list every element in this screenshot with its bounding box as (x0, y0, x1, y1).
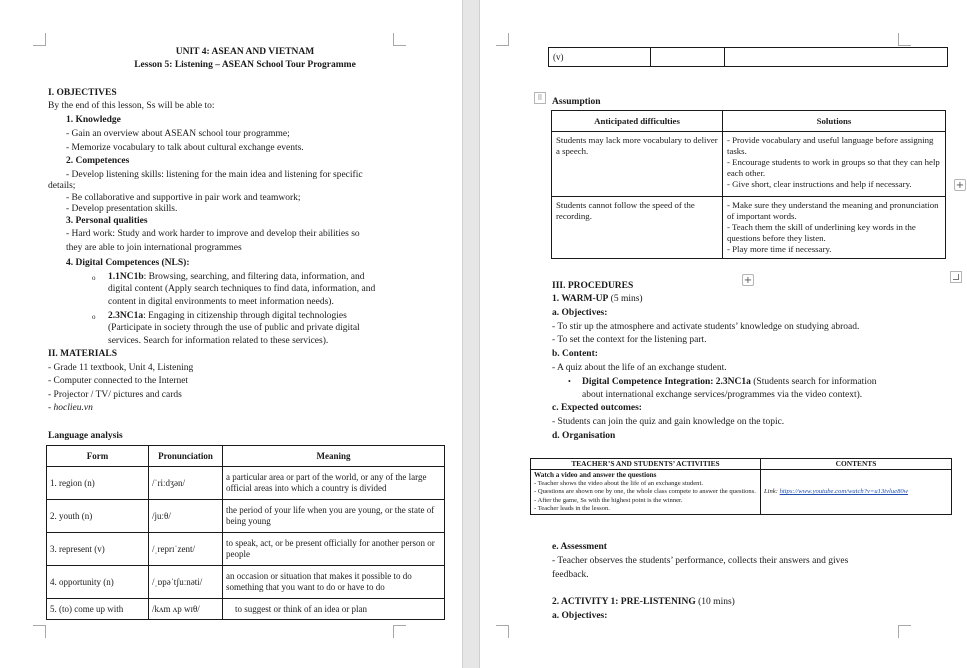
table-row (531, 470, 952, 515)
vocab-meaning: a particular area or part of the world, or any of the large official areas into which a country is divided (223, 467, 445, 500)
link-label: Link: (764, 488, 780, 496)
crop-mark-icon (496, 625, 509, 638)
add-column-button[interactable]: + (955, 180, 965, 191)
column-header-solutions: Solutions (723, 111, 946, 132)
activity-step: - Questions are shown one by one, the whole class compete to answer the questions. (534, 488, 756, 496)
column-header-contents: CONTENTS (761, 459, 952, 470)
contents-cell (761, 470, 952, 515)
vocab-pronunciation: /ˌreprɪˈzent/ (149, 533, 223, 566)
video-link[interactable]: https://www.youtube.com/watch?v=u13tvlue80w (779, 488, 909, 496)
crop-mark-icon (393, 33, 406, 46)
column-header-meaning: Meaning (223, 446, 445, 467)
assessment-text: - Teacher observes the students’ performance, collects their answers and gives (552, 556, 849, 566)
vocab-form: 3. represent (v) (47, 533, 149, 566)
assessment-label: e. Assessment (552, 542, 607, 552)
warmup-heading: 1. WARM-UP (5 mins) (552, 294, 643, 304)
activity-heading: Watch a video and answer the questions (534, 471, 657, 480)
table-row (47, 566, 445, 599)
activity-step: - After the game, Ss with the highest point is the winner. (534, 496, 683, 504)
competences-heading: 2. Competences (66, 156, 130, 166)
warmup-content-item: - A quiz about the life of an exchange student. (552, 363, 727, 373)
crop-mark-icon (496, 33, 509, 46)
page-gutter (462, 0, 480, 668)
document-page-left (0, 0, 462, 668)
vocabulary-table-continued (548, 47, 948, 67)
materials-item: - Grade 11 textbook, Unit 4, Listening (48, 363, 194, 373)
digital-competence-integration: Digital Competence Integration: 2.3NC1a (Students search for information (582, 377, 877, 387)
digital-competence-item-cont: services. Search for information related to these services). (108, 336, 329, 346)
solutions-cell (723, 132, 946, 197)
materials-item: - hoclieu.vn (48, 403, 93, 413)
activities-cell (531, 470, 761, 515)
vocab-pronunciation: /ˌɒpəˈtʃuːnəti/ (149, 566, 223, 599)
circle-bullet-icon: o (92, 274, 96, 282)
vocab-pronunciation: /kʌm ʌp wɪθ/ (149, 599, 223, 620)
competences-item-cont: details; (48, 181, 76, 191)
assessment-text-cont: feedback. (552, 570, 589, 580)
knowledge-heading: 1. Knowledge (66, 115, 121, 125)
difficulty-cell: Students may lack more vocabulary to deliver a speech. (552, 132, 723, 197)
digital-competences-heading: 4. Digital Competences (NLS): (66, 258, 190, 268)
digital-competence-integration-cont: about international exchange services/programmes via the video context). (582, 390, 863, 400)
solution-item: - Provide vocabulary and useful language before assigning tasks. (727, 135, 934, 156)
column-header-pronunciation: Pronunciation (149, 446, 223, 467)
objectives-intro: By the end of this lesson, Ss will be able to: (48, 101, 215, 111)
expected-outcomes-item: - Students can join the quiz and gain knowledge on the topic. (552, 417, 785, 427)
language-analysis-heading: Language analysis (48, 431, 123, 441)
activity-step: - Teacher leads in the lesson. (534, 505, 610, 513)
difficulty-cell: Students cannot follow the speed of the recording. (552, 197, 723, 259)
digital-competence-item-cont: (Participate in society through the use of public and private digital (108, 323, 360, 333)
digital-competence-item: 1.1NC1b: Browsing, searching, and filtering data, information, and (108, 272, 365, 282)
materials-heading: II. MATERIALS (48, 349, 117, 359)
assumption-heading: Assumption (552, 97, 601, 107)
table-row (552, 197, 946, 259)
personal-qualities-item-cont: they are able to join international programmes (66, 243, 242, 253)
vocab-form: (v) (549, 48, 651, 67)
warmup-objectives-label: a. Objectives: (552, 308, 608, 318)
solution-item: - Give short, clear instructions and help if necessary. (727, 179, 912, 189)
table-row (47, 467, 445, 500)
objectives-heading: I. OBJECTIVES (48, 88, 117, 98)
vocab-meaning: to speak, act, or be present officially for another person or people (223, 533, 445, 566)
column-header-difficulties: Anticipated difficulties (552, 111, 723, 132)
table-header-row (47, 446, 445, 467)
competences-item: - Develop presentation skills. (66, 204, 178, 214)
column-header-form: Form (47, 446, 149, 467)
lesson-subtitle: Lesson 5: Listening – ASEAN School Tour Programme (134, 60, 356, 70)
table-row (47, 599, 445, 620)
organisation-label: d. Organisation (552, 431, 616, 441)
crop-mark-icon (33, 33, 46, 46)
table-header-row (531, 459, 952, 470)
column-header-activities: TEACHER’S AND STUDENTS’ ACTIVITIES (531, 459, 761, 470)
knowledge-item: - Memorize vocabulary to talk about cultural exchange events. (66, 143, 304, 153)
knowledge-item: - Gain an overview about ASEAN school tour programme; (66, 129, 290, 139)
materials-item: - Projector / TV/ pictures and cards (48, 390, 182, 400)
solution-item: - Teach them the skill of underlining key words in the questions before they listen. (727, 222, 916, 243)
vocab-meaning: the period of your life when you are young, or the state of being young (223, 500, 445, 533)
vocab-pronunciation (651, 48, 725, 67)
crop-mark-icon (898, 625, 911, 638)
vocab-form: 4. opportunity (n) (47, 566, 149, 599)
solution-item: - Make sure they understand the meaning and pronunciation of important words. (727, 200, 939, 221)
table-row (47, 500, 445, 533)
table-header-row (552, 111, 946, 132)
digital-competence-item-cont: content in digital environments to meet information needs). (108, 297, 334, 307)
warmup-objective-item: - To stir up the atmosphere and activate students’ knowledge on studying abroad. (552, 322, 860, 332)
materials-item: - Computer connected to the Internet (48, 376, 189, 386)
expected-outcomes-label: c. Expected outcomes: (552, 403, 642, 413)
digital-competence-item: 2.3NC1a: Engaging in citizenship through digital technologies (108, 311, 347, 321)
warmup-objective-item: - To set the context for the listening part. (552, 335, 707, 345)
assumption-table (551, 110, 946, 259)
activity-step: - Teacher shows the video about the life of an exchange student. (534, 479, 703, 487)
personal-qualities-heading: 3. Personal qualities (66, 216, 148, 226)
vocab-meaning: an occasion or situation that makes it possible to do something that you want to do or have to do (223, 566, 445, 599)
digital-competence-item-cont: digital content (Apply search techniques to find data, information, and (108, 284, 376, 294)
vocab-meaning: to suggest or think of an idea or plan (223, 599, 445, 620)
activity1-heading: 2. ACTIVITY 1: PRE-LISTENING (10 mins) (552, 597, 735, 607)
table-move-handle-icon[interactable]: ⠿ (534, 92, 546, 104)
vocab-form: 5. (to) come up with (47, 599, 149, 620)
bullet-icon: • (568, 377, 571, 386)
table-row (552, 132, 946, 197)
language-analysis-table (46, 445, 445, 620)
table-resize-handle-icon[interactable] (950, 271, 962, 283)
solution-item: - Encourage students to work in groups so that they can help each other. (727, 157, 940, 178)
crop-mark-icon (393, 625, 406, 638)
add-row-button[interactable]: + (743, 275, 753, 286)
solutions-cell (723, 197, 946, 259)
activity1-objectives-label: a. Objectives: (552, 611, 608, 621)
table-row (549, 48, 948, 67)
crop-mark-icon (898, 33, 911, 46)
vocab-form: 2. youth (n) (47, 500, 149, 533)
solution-item: - Play more time if necessary. (727, 244, 832, 254)
warmup-content-label: b. Content: (552, 349, 598, 359)
vocab-pronunciation: /ˈriːdʒən/ (149, 467, 223, 500)
competences-item: - Develop listening skills: listening for the main idea and listening for specific (66, 170, 363, 180)
crop-mark-icon (33, 625, 46, 638)
circle-bullet-icon: o (92, 313, 96, 321)
activities-table (530, 458, 952, 515)
lesson-unit-title: UNIT 4: ASEAN AND VIETNAM (175, 47, 315, 57)
vocab-meaning (725, 48, 948, 67)
table-row (47, 533, 445, 566)
vocab-form: 1. region (n) (47, 467, 149, 500)
competences-item: - Be collaborative and supportive in pair work and teamwork; (66, 193, 301, 203)
personal-qualities-item: - Hard work: Study and work harder to improve and develop their abilities so (66, 229, 360, 239)
vocab-pronunciation: /juːθ/ (149, 500, 223, 533)
procedures-heading: III. PROCEDURES (552, 281, 634, 291)
